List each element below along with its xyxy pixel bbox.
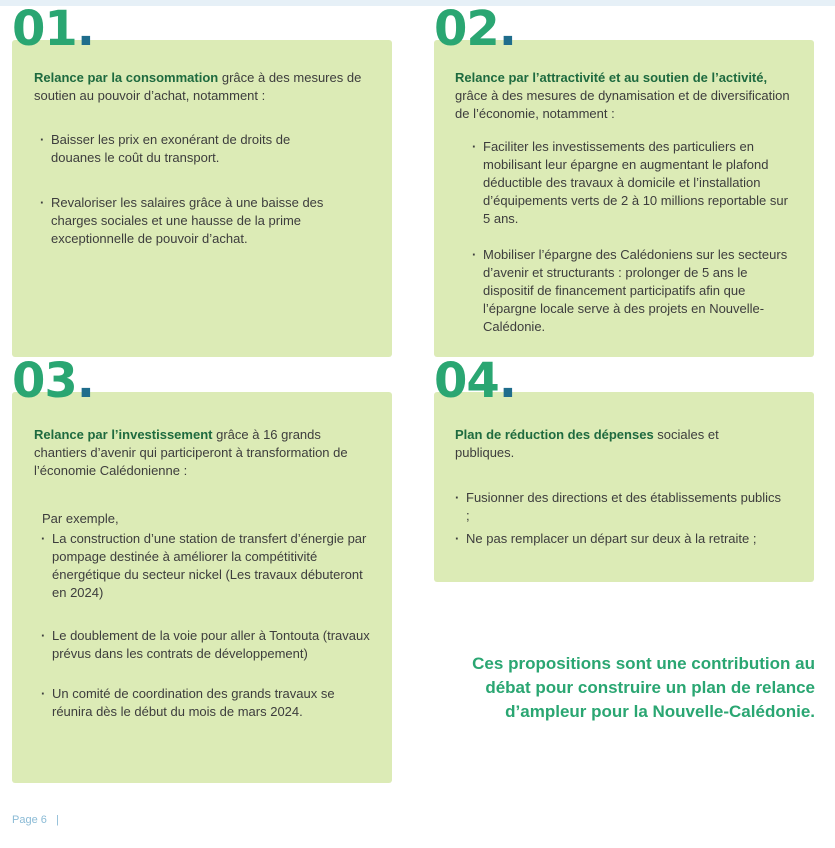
list-item: · Ne pas remplacer un départ sur deux à la retraite ;	[455, 530, 785, 548]
section-intro-bold-04: Plan de réduction des dépenses	[455, 427, 654, 442]
list-item: · Le doublement de la voie pour aller à Tontouta (travaux prévus dans les contrats de développement)	[41, 627, 371, 663]
section-intro-text-03: grâce à 16 grands chantiers d’avenir qui participeront à transformation de l’économie Calédonienne :	[34, 427, 348, 478]
list-item: · Fusionner des directions et des établissements publics ;	[455, 489, 785, 525]
top-bar	[0, 0, 835, 6]
list-item: · La construction d’une station de transfert d’énergie par pompage destinée à améliorer la compétitivité énergétique du secteur nickel (Les travaux débuteront en 2024)	[41, 530, 371, 602]
section-intro-text-01: grâce à des mesures de soutien au pouvoir d’achat, notamment :	[34, 70, 362, 103]
section-list-01	[40, 131, 340, 248]
page-number: Page 6	[12, 814, 47, 826]
section-card-03	[12, 392, 392, 783]
list-item: · Revaloriser les salaires grâce à une baisse des charges sociales et une hausse de la prime exceptionnelle de pouvoir d’achat.	[40, 194, 340, 248]
section-card-02	[434, 40, 814, 357]
section-intro-text-04: sociales et publiques.	[455, 427, 719, 460]
section-number-03: 03.	[12, 353, 95, 409]
list-item: · Baisser les prix en exonérant de droits de douanes le coût du transport.	[40, 131, 340, 167]
section-list-03	[41, 530, 371, 721]
section-intro-bold-02: Relance par l’attractivité et au soutien de l’activité,	[455, 70, 768, 85]
section-intro-03	[34, 426, 374, 480]
section-list-02	[472, 138, 792, 336]
section-card-04	[434, 392, 814, 582]
section-intro-bold-01: Relance par la consommation	[34, 70, 219, 85]
section-number-01: 01.	[12, 1, 95, 57]
list-item: · Mobiliser l’épargne des Calédoniens sur les secteurs d’avenir et structurants : prolonger de 5 ans le dispositif de financement participatifs afin que l’épargne locale serve à des projets en Nouvelle-Calédonie.	[472, 246, 792, 336]
list-item: · Un comité de coordination des grands travaux se réunira dès le début du mois de mars 2024.	[41, 685, 371, 721]
conclusion-text: Ces propositions sont une contribution au débat pour construire un plan de relance d’ampleur pour la Nouvelle-Calédonie.	[472, 654, 815, 721]
page-footer	[12, 814, 59, 826]
section-intro-text-02: grâce à des mesures de dynamisation et de diversification de l’économie, notamment :	[455, 88, 790, 121]
section-intro-02	[455, 69, 795, 123]
section-intro-01	[34, 69, 369, 105]
section-card-01	[12, 40, 392, 357]
list-item: · Faciliter les investissements des particuliers en mobilisant leur épargne en augmentant le plafond déductible des travaux à domicile et l’installation d’équipements verts de 2 à 10 millions reportable sur 5 ans.	[472, 138, 792, 228]
section-intro-04	[455, 426, 775, 462]
section-list-04	[455, 489, 785, 548]
section-intro-bold-03: Relance par l’investissement	[34, 427, 213, 442]
example-label: Par exemple,	[42, 511, 119, 526]
section-number-04: 04.	[434, 353, 517, 409]
section-number-02: 02.	[434, 1, 517, 57]
footer-separator: |	[55, 814, 59, 826]
